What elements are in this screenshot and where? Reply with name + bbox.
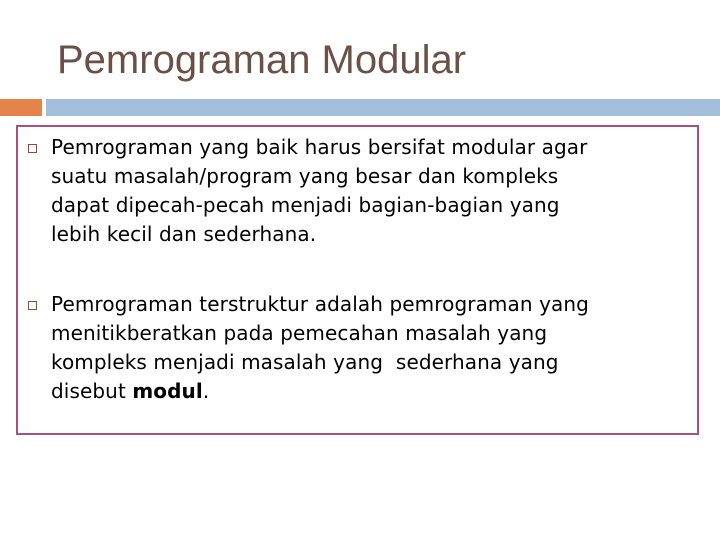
bullet-line: Pemrograman yang baik harus bersifat modular agar bbox=[51, 135, 588, 159]
square-bullet-icon bbox=[28, 144, 37, 153]
bullet-line: Pemrograman terstruktur adalah pemrograman yang bbox=[51, 292, 589, 316]
bullet-line: suatu masalah/program yang besar dan kompleks bbox=[51, 164, 559, 188]
title-divider-bar bbox=[46, 99, 720, 116]
square-bullet-icon bbox=[28, 301, 37, 310]
content-box bbox=[16, 125, 699, 435]
bullet-line: lebih kecil dan sederhana. bbox=[51, 222, 317, 246]
bullet-line-prefix: disebut bbox=[51, 379, 133, 403]
title-accent-bar bbox=[0, 99, 42, 116]
bullet-line-suffix: . bbox=[202, 379, 210, 403]
bullet-item bbox=[26, 290, 696, 406]
bullet-line: kompleks menjadi masalah yang sederhana yang bbox=[51, 350, 559, 374]
bullet-item bbox=[26, 133, 696, 249]
bullet-text bbox=[51, 290, 696, 406]
bullet-text bbox=[51, 133, 696, 249]
bullet-line bbox=[51, 377, 696, 406]
keyword-modul: modul bbox=[132, 379, 203, 403]
bullet-line: dapat dipecah-pecah menjadi bagian-bagian yang bbox=[51, 193, 560, 217]
bullet-line: menitikberatkan pada pemecahan masalah yang bbox=[51, 321, 548, 345]
slide-title: Pemrograman Modular bbox=[57, 38, 467, 82]
